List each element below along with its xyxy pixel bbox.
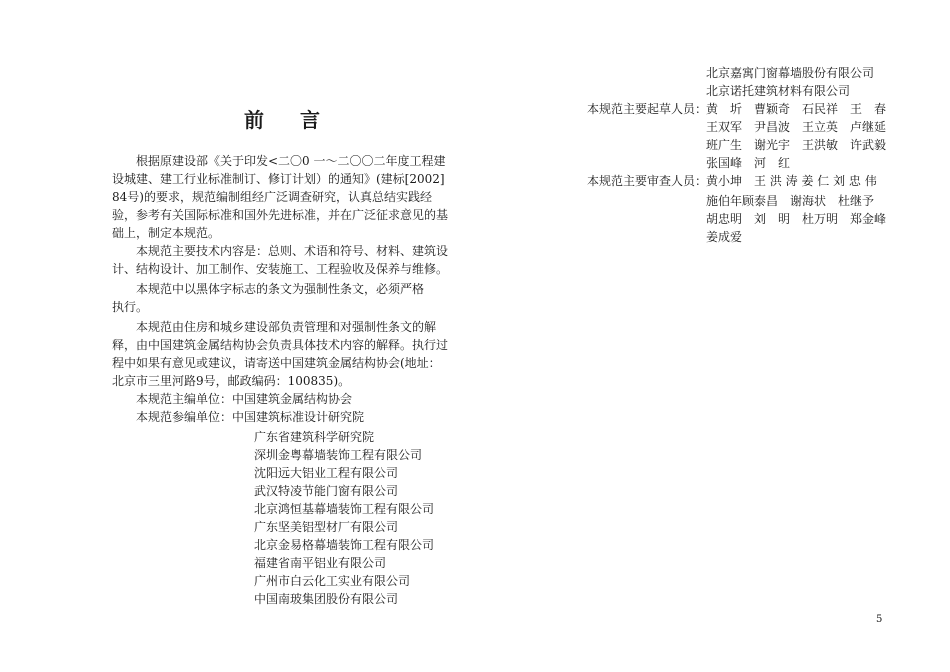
participant-line: 本规范参编单位：中国建筑标准设计研究院 [112, 410, 365, 424]
body-line: 础上，制定本规范。 [112, 226, 221, 240]
drafter-names: 班广生 谢光宇 王洪敏 许武毅 [706, 138, 887, 152]
body-line: 本规范主要技术内容是：总则、术语和符号、材料、建筑设 [112, 244, 449, 258]
reviewers-label: 本规范主要审查人员： [587, 174, 708, 188]
body-line: 执行。 [112, 300, 149, 314]
unit-item: 北京鸿恒基幕墙装饰工程有限公司 [254, 502, 435, 516]
page-title [244, 104, 320, 133]
unit-item: 广州市白云化工实业有限公司 [254, 574, 411, 588]
unit-item: 广东省建筑科学研究院 [254, 430, 375, 444]
body-line: 释，由中国建筑金属结构协会负责具体技术内容的解释。执行过 [112, 338, 449, 352]
body-line: 设城建、建工行业标准制订、修订计划）的通知》(建标[2002] [112, 172, 445, 186]
drafter-names: 黄 圻 曹颖奇 石民祥 王 春 [706, 102, 887, 116]
unit-item: 沈阳远大铝业工程有限公司 [254, 466, 399, 480]
reviewer-names: 施伯年顾泰昌 谢海状 杜继予 [706, 194, 875, 208]
unit-item: 深圳金粤幕墙装饰工程有限公司 [254, 448, 423, 462]
unit-item: 中国南玻集团股份有限公司 [254, 592, 399, 606]
reviewer-names: 姜成爱 [706, 230, 743, 244]
body-line: 验，参考有关国际标准和国外先进标准，并在广泛征求意见的基 [112, 208, 449, 222]
unit-item: 北京嘉寓门窗幕墙股份有限公司 [706, 66, 875, 80]
reviewer-names: 黄小坤 王 洪 涛 姜 仁 刘 忠 伟 [706, 174, 877, 188]
unit-item: 北京诺托建筑材料有限公司 [706, 84, 851, 98]
drafter-names: 张国峰 河 红 [706, 156, 791, 170]
body-line: 本规范由住房和城乡建设部负责管理和对强制性条文的解 [112, 320, 437, 334]
title-char-1: 前 [244, 108, 264, 132]
chief-editor-line: 本规范主编单位：中国建筑金属结构协会 [112, 392, 353, 406]
body-line: 北京市三里河路9号，邮政编码：100835)。 [112, 374, 351, 388]
body-line: 根据原建设部《关于印发<二〇0 一～二〇〇二年度工程建 [112, 154, 446, 168]
reviewer-names: 胡忠明 刘 明 杜万明 郑金峰 [706, 212, 887, 226]
body-line: 程中如果有意见或建议，请寄送中国建筑金属结构协会(地址： [112, 356, 441, 370]
title-char-2: 言 [300, 108, 320, 132]
drafter-names: 王双军 尹昌波 王立英 卢继延 [706, 120, 887, 134]
body-line: 本规范中以黑体字标志的条文为强制性条文，必须严格 [112, 282, 425, 296]
body-line: 计、结构设计、加工制作、安装施工、工程验收及保养与维修。 [112, 262, 449, 276]
unit-item: 北京金易格幕墙装饰工程有限公司 [254, 538, 435, 552]
drafters-label: 本规范主要起草人员： [587, 102, 708, 116]
page-number: 5 [876, 614, 883, 625]
unit-item: 武汉特凌节能门窗有限公司 [254, 484, 399, 498]
body-line: 84号)的要求，规范编制组经广泛调查研究，认真总结实践经 [112, 190, 432, 204]
unit-item: 广东坚美铝型材厂有限公司 [254, 520, 399, 534]
unit-item: 福建省南平铝业有限公司 [254, 556, 387, 570]
